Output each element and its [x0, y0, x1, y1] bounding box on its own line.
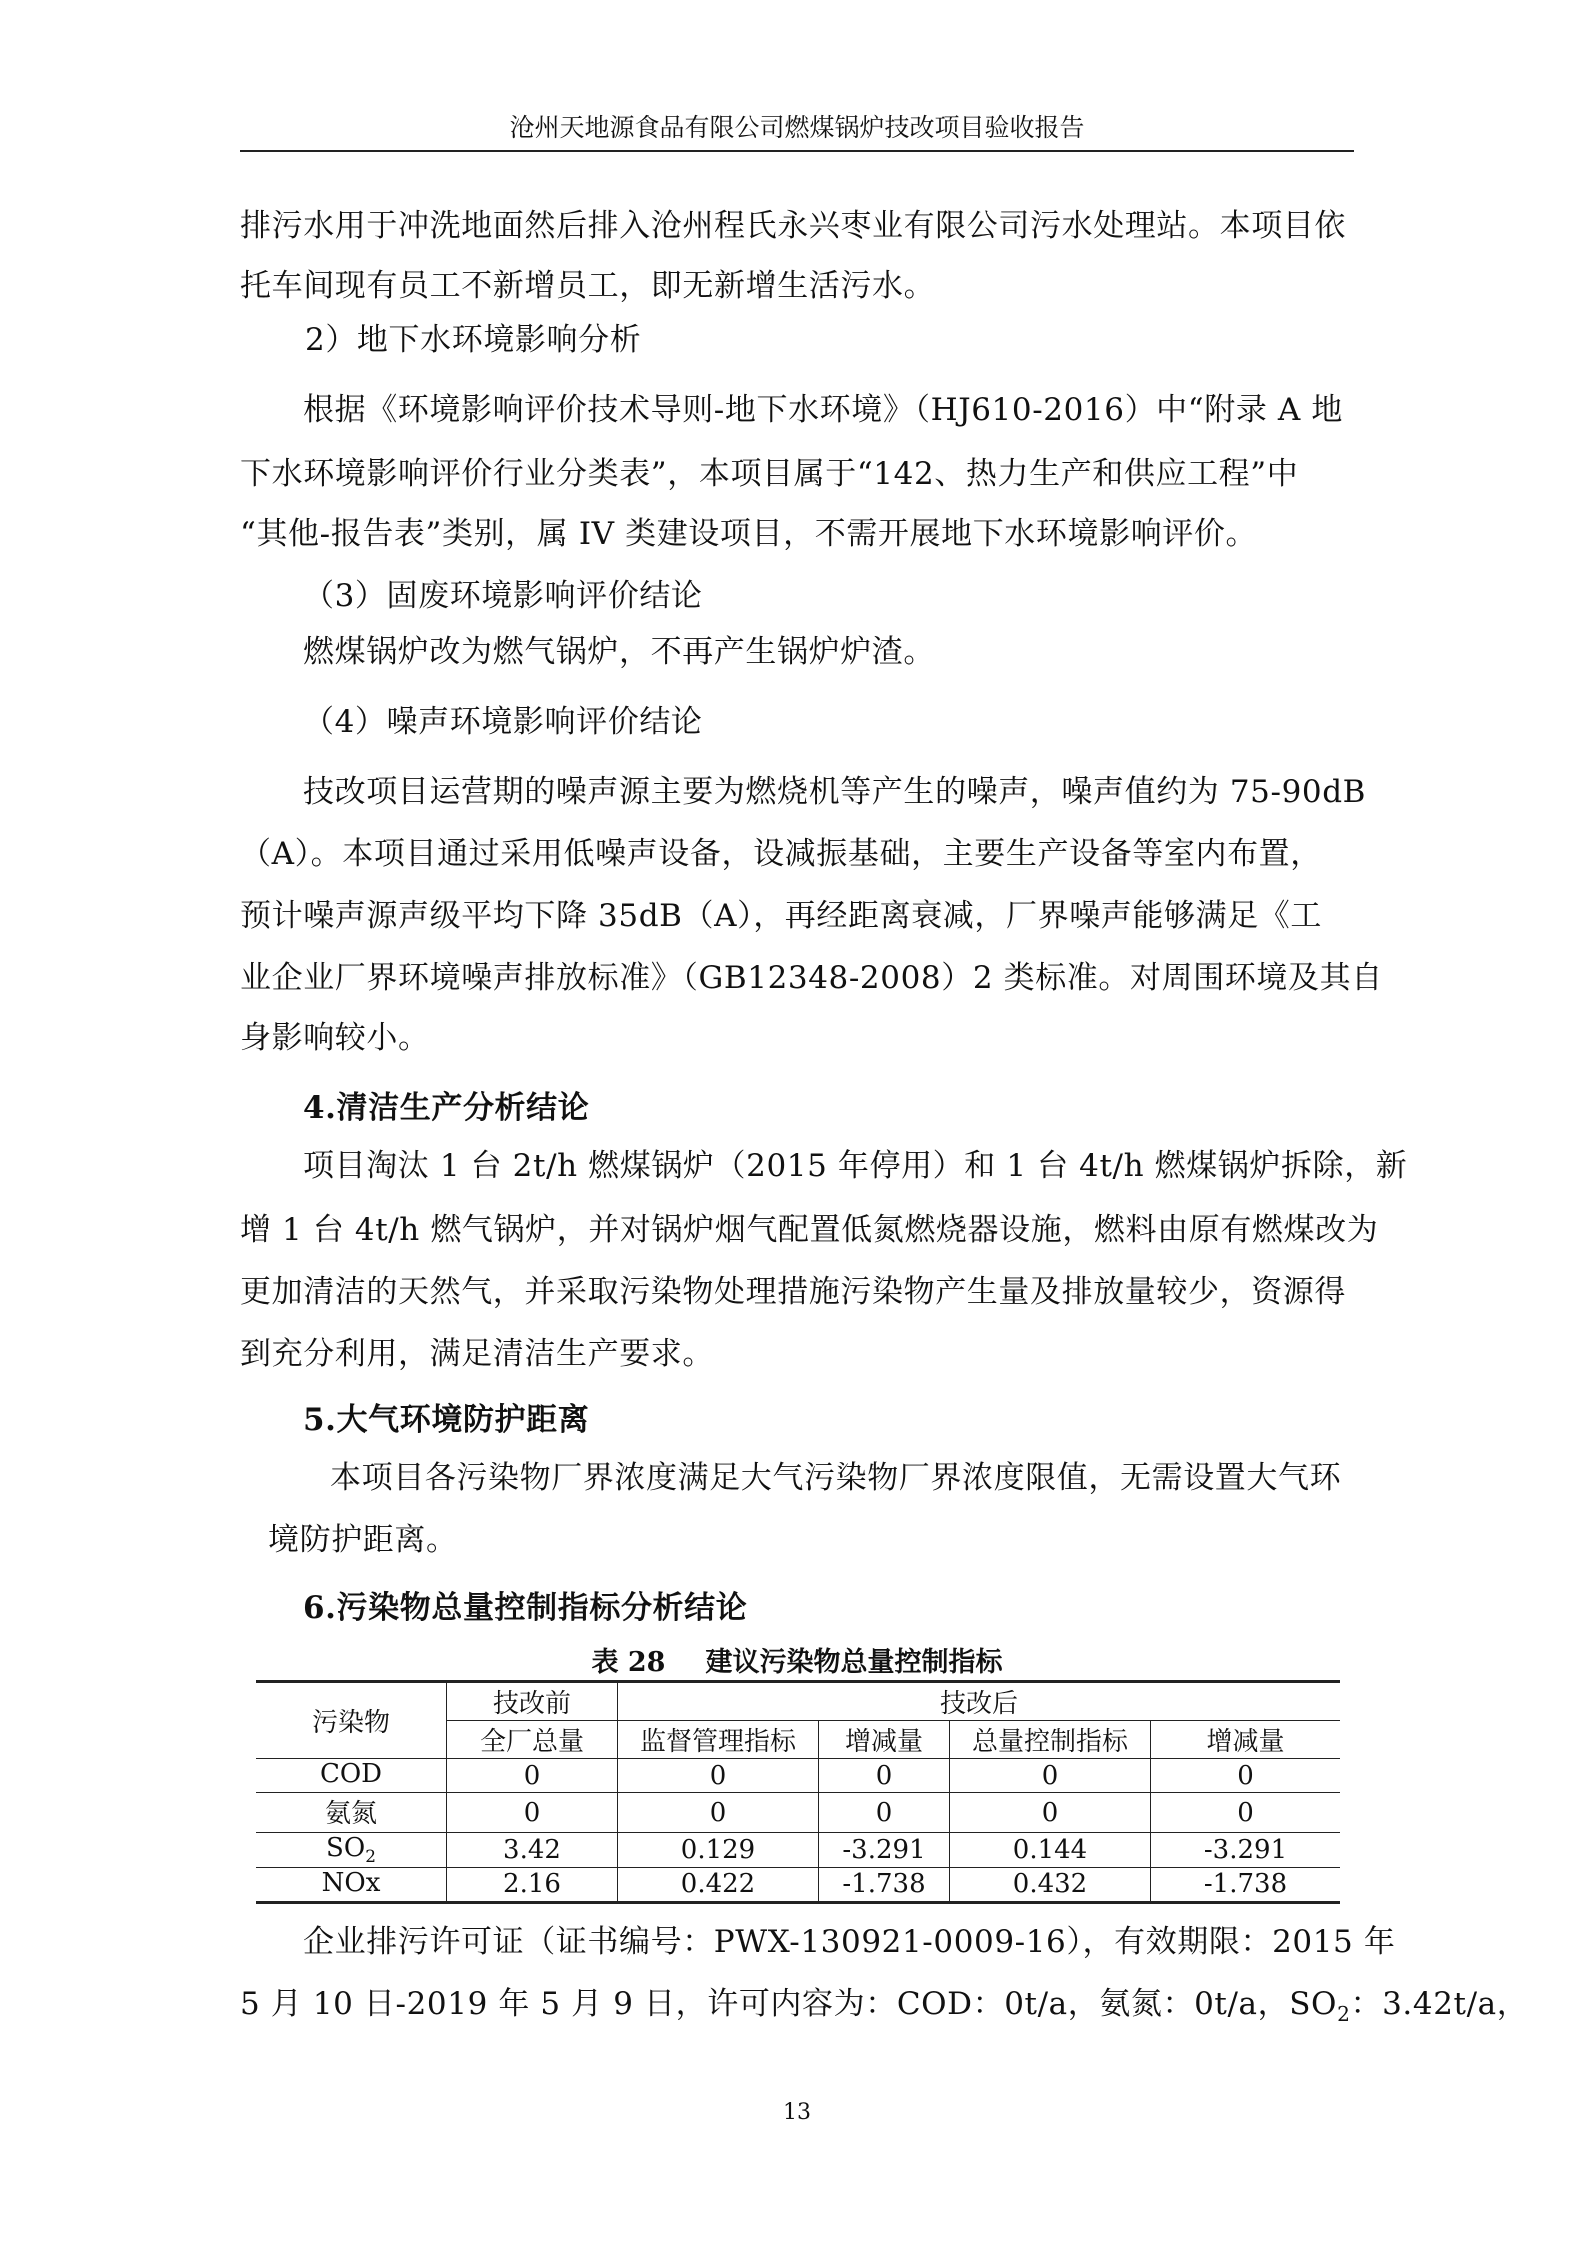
- para-noise-line3: 预计噪声源声级平均下降 35dB（A），再经距离衰减，厂界噪声能够满足《工: [240, 898, 1323, 934]
- para-clean-line4: 到充分利用，满足清洁生产要求。: [240, 1336, 714, 1372]
- col-total-control: 总量控制指标: [950, 1721, 1151, 1759]
- heading-noise: （4）噪声环境影响评价结论: [303, 704, 703, 740]
- cell-total-plant: 3.42: [447, 1833, 618, 1867]
- table-row: [256, 1759, 1340, 1793]
- cell-change-1: 0: [819, 1793, 950, 1833]
- cell-change-1: -1.738: [819, 1867, 950, 1902]
- table-caption-number: 表 28: [591, 1647, 666, 1678]
- para-solid-waste: 燃煤锅炉改为燃气锅炉，不再产生锅炉炉渣。: [303, 634, 935, 670]
- heading-total-control: 6.污染物总量控制指标分析结论: [303, 1590, 748, 1626]
- table-row: [256, 1867, 1340, 1902]
- cell-change-2: 0: [1151, 1759, 1341, 1793]
- col-pollutant: 污染物: [256, 1682, 447, 1759]
- para-clean-line1: 项目淘汰 1 台 2t/h 燃煤锅炉（2015 年停用）和 1 台 4t/h 燃煤锅炉拆除，新: [303, 1148, 1408, 1184]
- cell-total-control: 0.432: [950, 1867, 1151, 1902]
- cell-total-control: 0: [950, 1759, 1151, 1793]
- para-air-line2: 境防护距离。: [268, 1522, 458, 1558]
- para-groundwater-line1: 根据《环境影响评价技术导则-地下水环境》（HJ610-2016）中“附录 A 地: [303, 392, 1343, 428]
- cell-supervision: 0.422: [618, 1867, 819, 1902]
- col-change-1: 增减量: [819, 1721, 950, 1759]
- col-change-2: 增减量: [1151, 1721, 1341, 1759]
- para-wastewater-line1: 排污水用于冲洗地面然后排入沧州程氏永兴枣业有限公司污水处理站。本项目依: [240, 208, 1346, 244]
- col-after: 技改后: [618, 1682, 1341, 1721]
- row-pollutant-name: COD: [256, 1759, 447, 1793]
- cell-total-plant: 2.16: [447, 1867, 618, 1902]
- cell-total-plant: 0: [447, 1793, 618, 1833]
- para-noise-line1: 技改项目运营期的噪声源主要为燃烧机等产生的噪声，噪声值约为 75-90dB: [303, 774, 1367, 810]
- cell-supervision: 0.129: [618, 1833, 819, 1867]
- cell-change-1: -3.291: [819, 1833, 950, 1867]
- para-noise-line5: 身影响较小。: [240, 1020, 430, 1056]
- cell-change-2: -3.291: [1151, 1833, 1341, 1867]
- cell-supervision: 0: [618, 1759, 819, 1793]
- para-noise-line2: （A）。本项目通过采用低噪声设备，设减振基础，主要生产设备等室内布置，: [240, 836, 1322, 872]
- table-row: [256, 1793, 1340, 1833]
- heading-groundwater: 2）地下水环境影响分析: [305, 322, 642, 358]
- table-row: [256, 1833, 1340, 1867]
- col-supervision: 监督管理指标: [618, 1721, 819, 1759]
- row-pollutant-name: $SO_2$: [256, 1833, 447, 1867]
- para-clean-line2: 增 1 台 4t/h 燃气锅炉，并对锅炉烟气配置低氮燃烧器设施，燃料由原有燃煤改为: [240, 1212, 1379, 1248]
- row-pollutant-name: 氨氮: [256, 1793, 447, 1833]
- para-clean-line3: 更加清洁的天然气，并采取污染物处理措施污染物产生量及排放量较少，资源得: [240, 1274, 1346, 1310]
- table-caption-title: 建议污染物总量控制指标: [705, 1647, 1003, 1678]
- cell-change-2: -1.738: [1151, 1867, 1341, 1902]
- col-before: 技改前: [447, 1682, 618, 1721]
- row-pollutant-name: NOx: [256, 1867, 447, 1902]
- para-permit-line2: 5 月 10 日-2019 年 5 月 9 日，许可内容为：COD：0t/a，氨氮：0t/a，$SO_2$：3.42t/a，: [240, 1986, 1529, 2027]
- heading-air-protection: 5.大气环境防护距离: [303, 1402, 590, 1438]
- para-permit-line1: 企业排污许可证（证书编号：PWX-130921-0009-16），有效期限：2015 年: [303, 1924, 1396, 1960]
- pollutant-control-table: [256, 1680, 1340, 1904]
- para-air-line1: 本项目各污染物厂界浓度满足大气污染物厂界浓度限值，无需设置大气环: [330, 1460, 1342, 1496]
- para-groundwater-line3: “其他-报告表”类别，属 IV 类建设项目，不需开展地下水环境影响评价。: [240, 516, 1258, 552]
- cell-total-plant: 0: [447, 1759, 618, 1793]
- cell-change-1: 0: [819, 1759, 950, 1793]
- table-header-row-1: [256, 1682, 1340, 1721]
- cell-total-control: 0.144: [950, 1833, 1151, 1867]
- col-total-plant: 全厂总量: [447, 1721, 618, 1759]
- heading-clean-production: 4.清洁生产分析结论: [303, 1090, 590, 1126]
- para-groundwater-line2: 下水环境影响评价行业分类表”，本项目属于“142、热力生产和供应工程”中: [240, 456, 1299, 492]
- running-header: 沧州天地源食品有限公司燃煤锅炉技改项目验收报告: [240, 108, 1354, 152]
- para-wastewater-line2: 托车间现有员工不新增员工，即无新增生活污水。: [240, 268, 936, 304]
- cell-supervision: 0: [618, 1793, 819, 1833]
- cell-total-control: 0: [950, 1793, 1151, 1833]
- cell-change-2: 0: [1151, 1793, 1341, 1833]
- page-number: 13: [783, 2100, 811, 2125]
- para-noise-line4: 业企业厂界环境噪声排放标准》（GB12348-2008）2 类标准。对周围环境及其自: [240, 960, 1383, 996]
- heading-solid-waste: （3）固废环境影响评价结论: [303, 578, 703, 614]
- table-caption: [240, 1640, 1354, 1679]
